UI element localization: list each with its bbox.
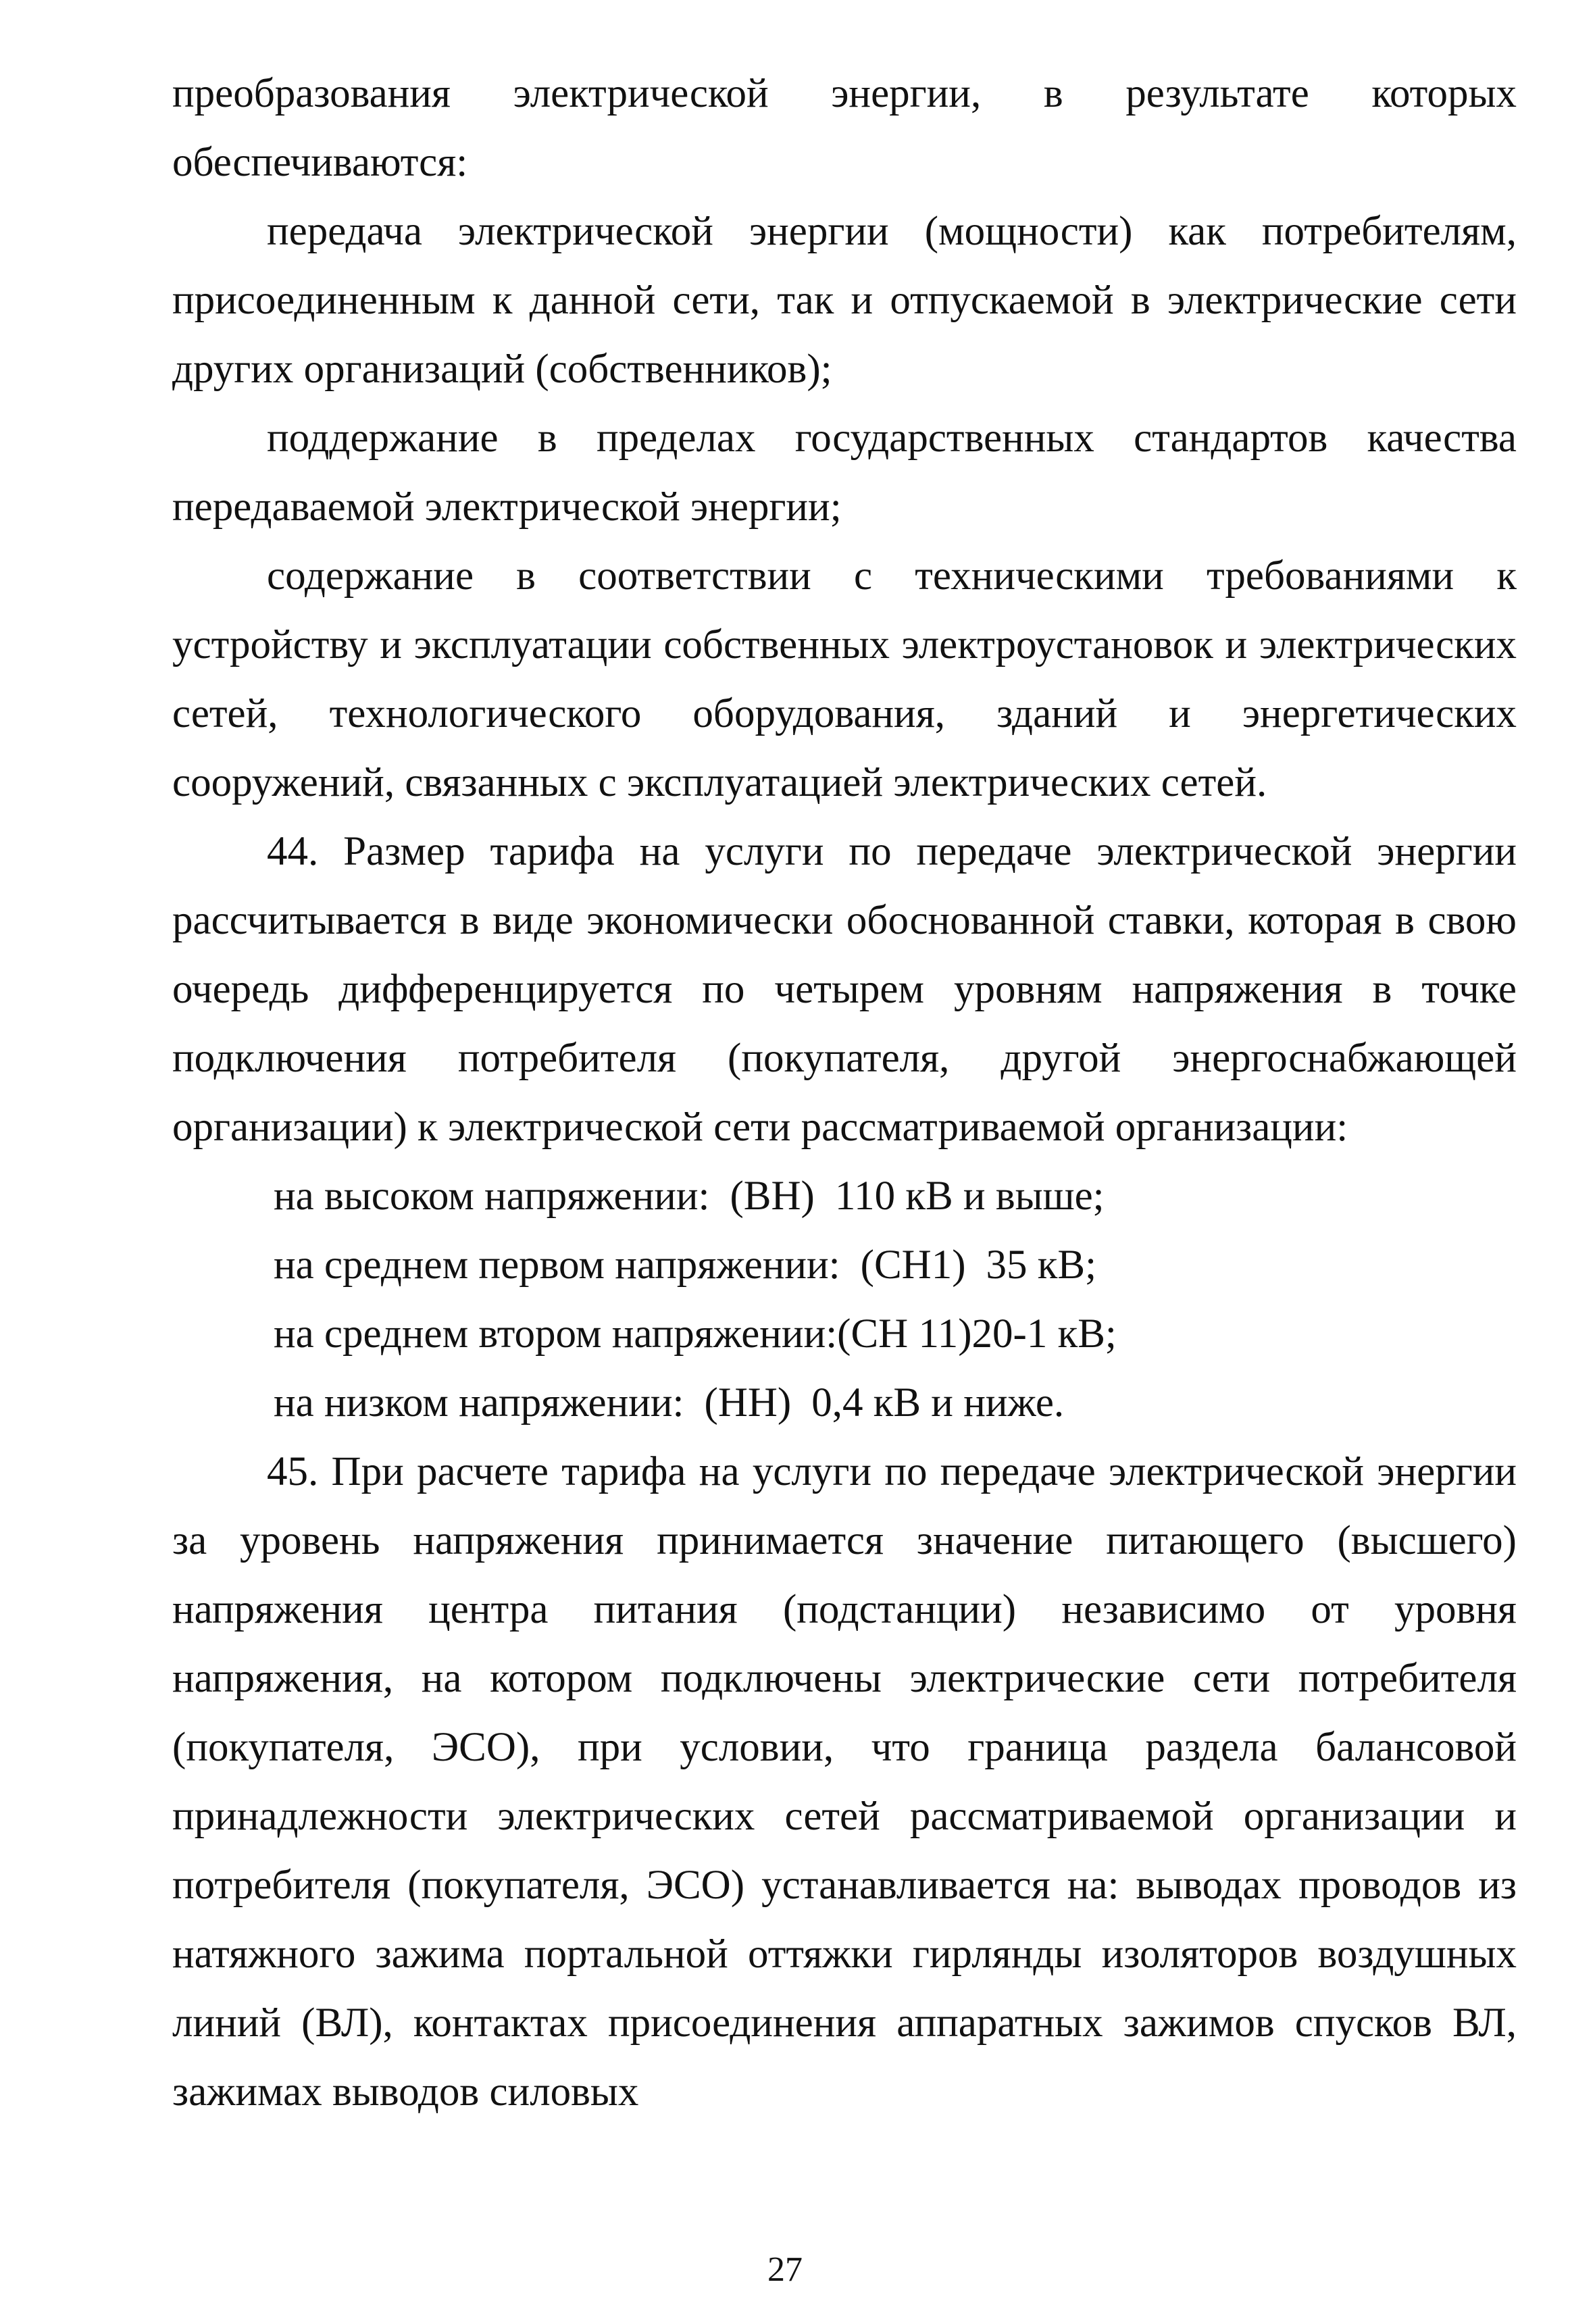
voltage-range: 35 кВ; [986,1242,1097,1288]
voltage-code: (ВН) [730,1173,815,1219]
paragraph-transmission: передача электрической энергии (мощности) как потребителям, присоединенным к данной сети, так и отпускаемой в электрические сети других организаций (собственников); [172,209,1517,392]
paragraph-item-44: 44. Размер тарифа на услуги по передаче электрической энергии рассчитывается в виде экономически обоснованной ставки, которая в свою очередь дифференцируется по четырем уровням напряжения в точке подключения потребителя (покупателя, другой энергоснабжающей организации) к электрической сети рассматриваемой организации: [172,829,1517,1150]
paragraph-continuation: преобразования электрической энергии, в результате которых обеспечиваются: [172,71,1517,185]
voltage-level-medium-2 [274,1300,1517,1369]
voltage-label: на среднем втором напряжении: [274,1311,838,1357]
document-page [172,59,1517,2127]
voltage-level-medium-1 [274,1231,1517,1300]
voltage-range: 20-1 кВ; [971,1311,1117,1357]
voltage-level-high [274,1162,1517,1231]
voltage-code: (СН1) [860,1242,966,1288]
voltage-code: (НН) [704,1380,792,1425]
paragraph-item-45: 45. При расчете тарифа на услуги по передаче электрической энергии за уровень напряжения принимается значение питающего (высшего) напряжения центра питания (подстанции) независимо от уровня напряжения, на котором подключены электрические сети потребителя (покупателя, ЭСО), при условии, что граница раздела балансовой принадлежности электрических сетей рассматриваемой организации и потребителя (покупателя, ЭСО) устанавливается на: выводах проводов из натяжного зажима портальной оттяжки гирлянды изоляторов воздушных линий (ВЛ), контактах присоединения аппаратных зажимов спусков ВЛ, зажимах выводов силовых [172,1449,1517,2115]
voltage-level-list [172,1162,1517,1438]
voltage-range: 0,4 кВ и ниже. [811,1380,1065,1425]
voltage-label: на низком напряжении: [274,1380,684,1425]
page-number: 27 [767,2250,803,2289]
voltage-level-low [274,1369,1517,1438]
voltage-label: на высоком напряжении: [274,1173,710,1219]
paragraph-quality: поддержание в пределах государственных стандартов качества передаваемой электрической энергии; [172,415,1517,530]
voltage-range: 110 кВ и выше; [834,1173,1105,1219]
paragraph-maintenance: содержание в соответствии с техническими требованиями к устройству и эксплуатации собственных электроустановок и электрических сетей, технологического оборудования, зданий и энергетических сооружений, связанных с эксплуатацией электрических сетей. [172,553,1517,805]
voltage-label: на среднем первом напряжении: [274,1242,840,1288]
voltage-code: (СН 11) [837,1311,972,1357]
